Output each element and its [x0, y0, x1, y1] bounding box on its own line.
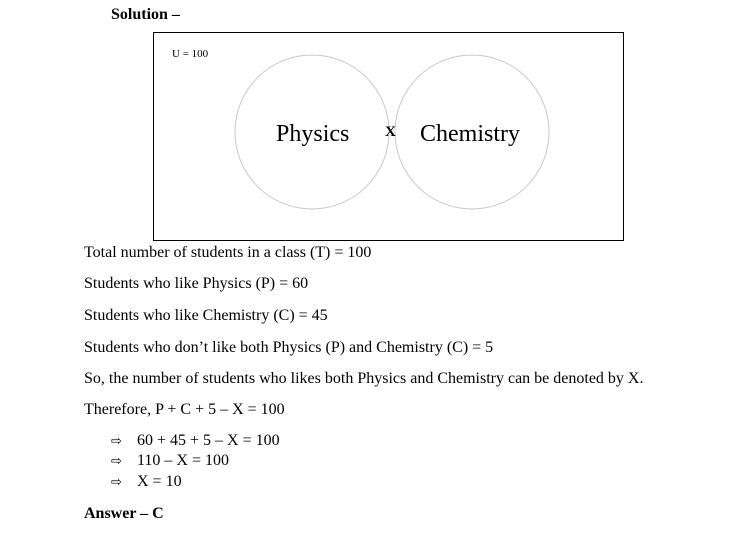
total-students-line: Total number of students in a class (T) = 100	[84, 244, 372, 261]
venn-diagram	[153, 32, 624, 241]
step-text: 60 + 45 + 5 – X = 100	[137, 432, 280, 449]
chemistry-count-line: Students who like Chemistry (C) = 45	[84, 307, 328, 324]
step-item	[111, 451, 229, 472]
chemistry-label: Chemistry	[420, 121, 520, 147]
answer-line: Answer – C	[84, 505, 164, 522]
step-item	[111, 431, 280, 452]
step-text: 110 – X = 100	[137, 452, 229, 469]
step-item	[111, 472, 182, 493]
overlap-label: X	[385, 124, 396, 140]
venn-diagram-canvas	[154, 33, 623, 240]
physics-label: Physics	[276, 121, 350, 147]
right-arrow-icon: ⇨	[111, 434, 122, 449]
universe-label: U = 100	[172, 48, 209, 60]
right-arrow-icon: ⇨	[111, 475, 122, 490]
physics-count-line: Students who like Physics (P) = 60	[84, 275, 309, 292]
neither-count-line: Students who don’t like both Physics (P) and Chemistry (C) = 5	[84, 339, 494, 356]
solution-heading: Solution –	[111, 6, 180, 23]
both-definition-line: So, the number of students who likes both Physics and Chemistry can be denoted by X.	[84, 370, 644, 387]
right-arrow-icon: ⇨	[111, 454, 122, 469]
equation-line: Therefore, P + C + 5 – X = 100	[84, 401, 285, 418]
step-text: X = 10	[137, 473, 182, 490]
